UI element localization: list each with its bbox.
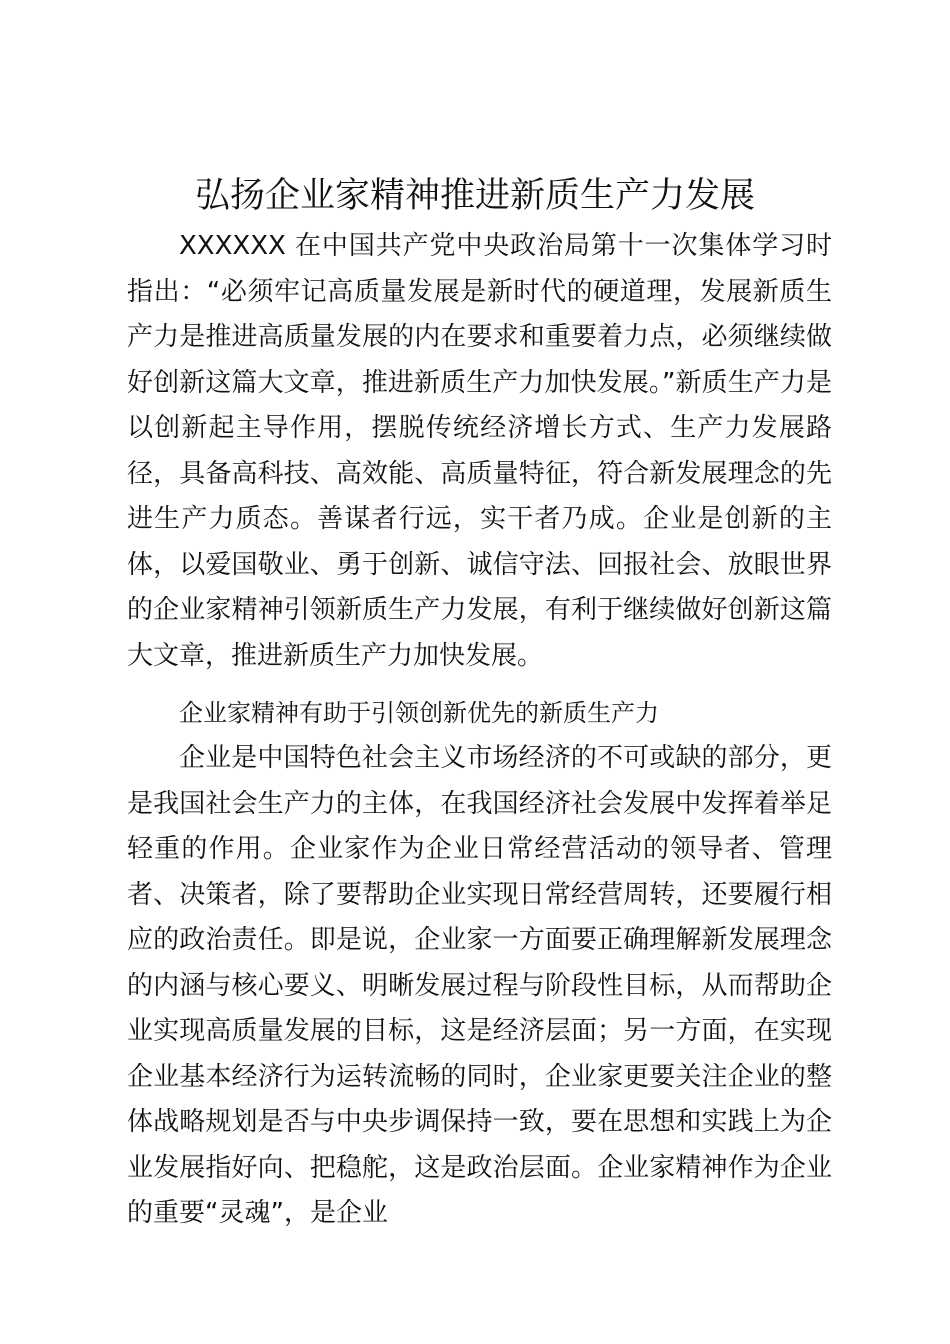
paragraph-intro: XXXXXX 在中国共产党中央政治局第十一次集体学习时指出：“必须牢记高质量发展是新时代的硬道理，发展新质生产力是推进高质量发展的内在要求和重要着力点，必须继续做好创新这篇大文章，推进新质生产力加快发展。”新质生产力是以创新起主导作用，摆脱传统经济增长方式、生产力发展路径，具备高科技、高效能、高质量特征，符合新发展理念的先进生产力质态。善谋者行远，实干者乃成。企业是创新的主体，以爱国敬业、勇于创新、诚信守法、回报社会、放眼世界的企业家精神引领新质生产力发展，有利于继续做好创新这篇大文章，推进新质生产力加快发展。 bbox=[127, 231, 832, 671]
section-heading: 企业家精神有助于引领创新优先的新质生产力 bbox=[179, 699, 659, 727]
body-text bbox=[127, 224, 832, 1237]
paragraph-section-1: 企业是中国特色社会主义市场经济的不可或缺的部分，更是我国社会生产力的主体，在我国经济社会发展中发挥着举足轻重的作用。企业家作为企业日常经营活动的领导者、管理者、决策者，除了要帮助企业实现日常经营周转，还要履行相应的政治责任。即是说，企业家一方面要正确理解新发展理念的内涵与核心要义、明晰发展过程与阶段性目标，从而帮助企业实现高质量发展的目标，这是经济层面；另一方面，在实现企业基本经济行为运转流畅的同时，企业家更要关注企业的整体战略规划是否与中央步调保持一致，要在思想和实践上为企业发展指好向、把稳舵，这是政治层面。企业家精神作为企业的重要“灵魂”，是企业 bbox=[127, 743, 832, 1228]
document-title: 弘扬企业家精神推进新质生产力发展 bbox=[194, 176, 755, 216]
